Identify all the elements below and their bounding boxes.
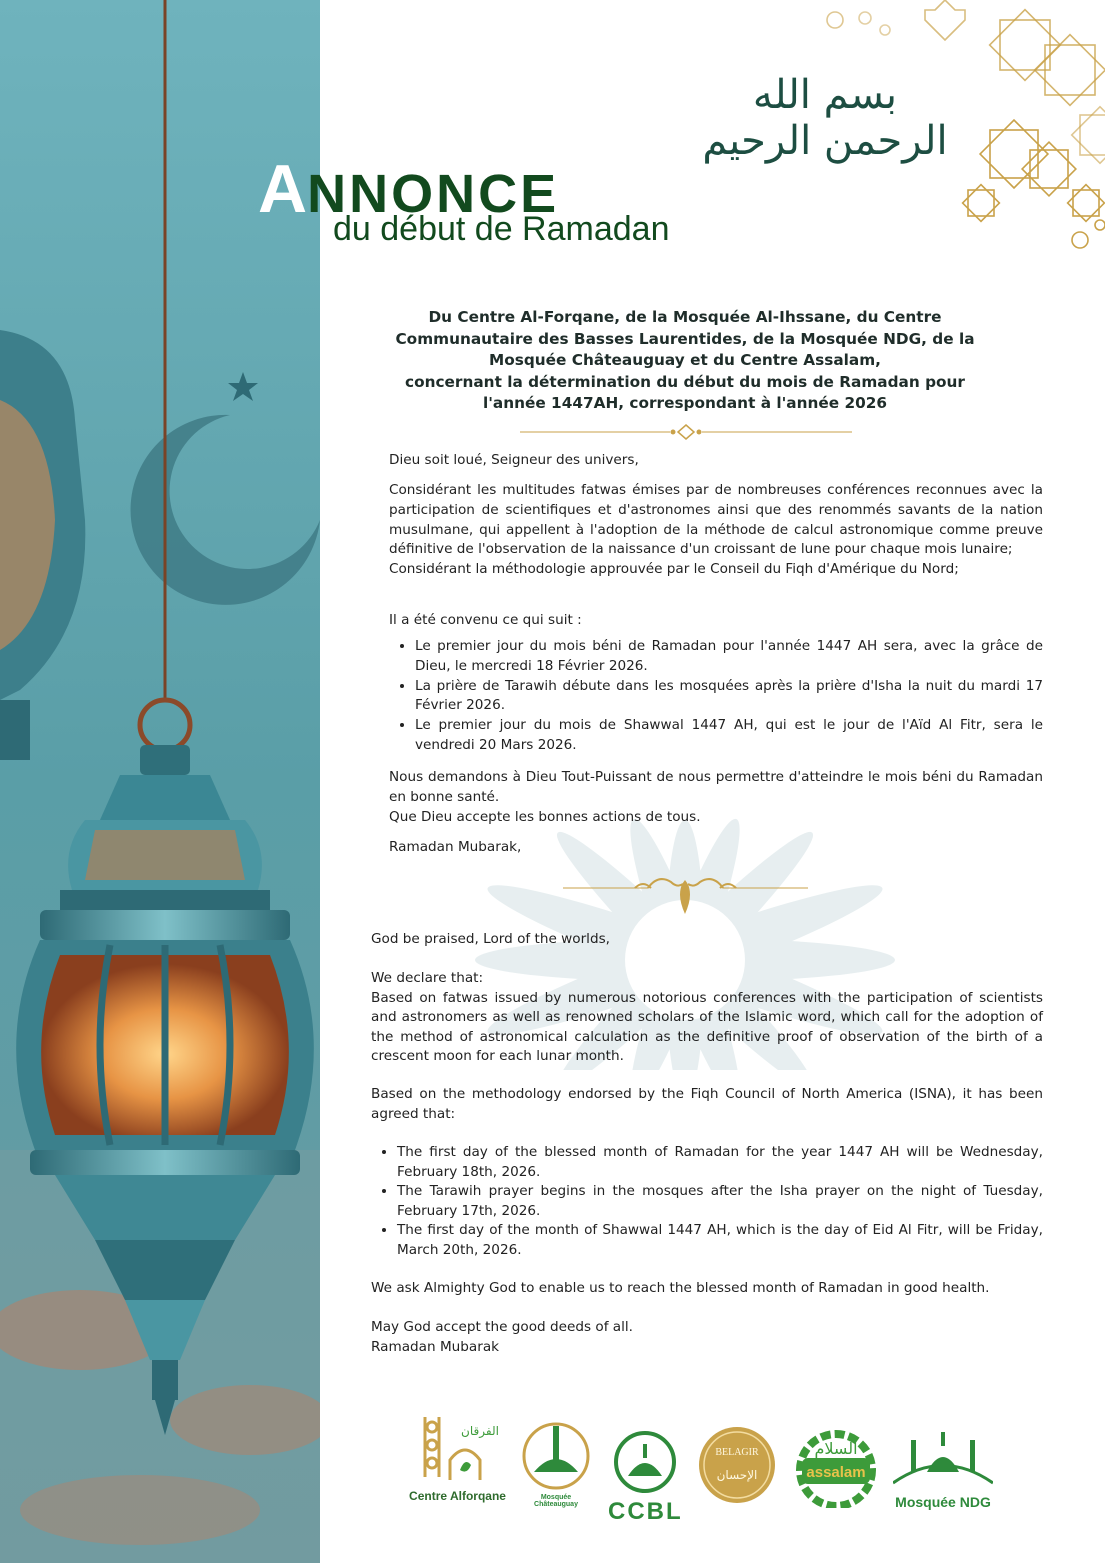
assalam-latin: assalam bbox=[806, 1464, 866, 1481]
alforqane-name: Centre Alforqane bbox=[409, 1489, 506, 1503]
gold-divider bbox=[520, 424, 852, 440]
en-bullet: • The Tarawih prayer begins in the mosques after the Isha prayer on the night of Tuesday, February 17th, 2026. bbox=[397, 1182, 1043, 1221]
fr-bullet-list bbox=[389, 637, 1043, 756]
ihssane-arabic: الإحسان bbox=[716, 1468, 758, 1482]
page-subtitle: du début de Ramadan bbox=[333, 210, 670, 248]
ndg-name: Mosquée NDG bbox=[895, 1494, 991, 1510]
en-ask: We ask Almighty God to enable us to reach the blessed month of Ramadan in good health. bbox=[371, 1280, 990, 1296]
en-declare: We declare that: Based on fatwas issued by numerous notorious conferences with the participation of scientists and astronomers as well as renowned scholars of the Islamic word, which call for the adoption of the method of astronomical calculation as the definitive proof of observation of the birth of a crescent moon for each lunar month. bbox=[371, 969, 1043, 1067]
intro-line: Mosquée Châteauguay et du Centre Assalam, bbox=[489, 351, 881, 369]
intro-line: Communautaire des Basses Laurentides, de la Mosquée NDG, de la bbox=[395, 329, 975, 348]
ihssane-latin: BELAGIR bbox=[715, 1447, 759, 1458]
en-bullet-list bbox=[371, 1143, 1043, 1261]
logo-mosquee-ndg bbox=[893, 1428, 993, 1540]
fr-bullet: • La prière de Tarawih débute dans les mosquées après la prière d'Isha la nuit du mardi 17 Février 2026. bbox=[415, 677, 1043, 717]
basmala-calligraphy: بسم الله الرحمن الرحيم bbox=[702, 72, 948, 164]
en-bullet: • The first day of the blessed month of Ramadan for the year 1447 AH will be Wednesday, February 18th, 2026. bbox=[397, 1143, 1043, 1182]
assalam-arabic: السلام bbox=[814, 1439, 858, 1458]
fr-considering-1: Considérant les multitudes fatwas émises par de nombreuses conférences reconnues avec la participation de scientifiques et d'astronomes ainsi que des renommés savants de la nation musulmane, qui appellent à l'adoption de la méthode de calcul astronomique comme preuve définitive de l'observation de la naissance d'un croissant de lune pour chaque mois lunaire; Considérant la méthodologie approuvée par le Conseil du Fiqh d'Amérique du Nord; bbox=[389, 481, 1043, 580]
en-based-2: Based on the methodology endorsed by the Fiqh Council of North America (ISNA), it has been agreed that: bbox=[371, 1086, 1043, 1122]
logo-mosquee-ihssane bbox=[696, 1417, 778, 1529]
alforqane-arabic: الفرقان bbox=[461, 1424, 499, 1438]
logo-centre-assalam bbox=[790, 1428, 882, 1528]
en-closing: May God accept the good deeds of all. Ramadan Mubarak bbox=[371, 1318, 1043, 1357]
fr-considering-2: Considérant la méthodologie approuvée par le Conseil du Fiqh d'Amérique du Nord; bbox=[389, 561, 959, 578]
intro-heading bbox=[380, 307, 990, 415]
logo-mosquee-chateauguay bbox=[520, 1418, 592, 1508]
fr-greeting: Dieu soit loué, Seigneur des univers, bbox=[389, 452, 639, 468]
fr-signoff: Ramadan Mubarak, bbox=[389, 839, 522, 855]
fr-closing: Nous demandons à Dieu Tout-Puissant de nous permettre d'atteindre le mois béni du Ramadan en bonne santé. Que Dieu accepte les bonnes actions de tous. bbox=[389, 768, 1043, 827]
en-greeting: God be praised, Lord of the worlds, bbox=[371, 931, 610, 947]
intro-line: l'année 1447AH, correspondant à l'année 2026 bbox=[482, 394, 888, 412]
chateauguay-name: Mosquée Châteauguay bbox=[534, 1494, 578, 1508]
ccbl-name: CCBL bbox=[608, 1498, 683, 1525]
en-bullet: • The first day of the month of Shawwal 1447 AH, which is the day of Eid Al Fitr, will be Friday, March 20th, 2026. bbox=[397, 1221, 1043, 1260]
en-based-1: Based on fatwas issued by numerous notorious conferences with the participation of scientists and astronomers as well as renowned scholars of the Islamic word, which call for the adoption of the method of astronomical calculation as the definitive proof of observation of the birth of a crescent moon for each lunar month. bbox=[371, 989, 1043, 1065]
title-rest: NNONCE bbox=[307, 164, 560, 224]
gold-flourish bbox=[563, 870, 808, 918]
fr-closing-2: Que Dieu accepte les bonnes actions de tous. bbox=[389, 808, 701, 825]
fr-bullet: • Le premier jour du mois béni de Ramadan pour l'année 1447 AH sera, avec la grâce de Dieu, le mercredi 18 Février 2026. bbox=[415, 637, 1043, 677]
logo-ccbl bbox=[608, 1430, 682, 1542]
intro-line: Du Centre Al-Forqane, de la Mosquée Al-Ihssane, du Centre bbox=[428, 308, 942, 326]
fr-bullet: • Le premier jour du mois de Shawwal 1447 AH, qui est le jour de l'Aïd Al Fitr, sera le vendredi 20 Mars 2026. bbox=[415, 716, 1043, 756]
intro-line: concernant la détermination du début du mois de Ramadan pour bbox=[405, 372, 965, 391]
en-signoff: Ramadan Mubarak bbox=[371, 1338, 500, 1355]
logo-centre-alforqane bbox=[405, 1405, 510, 1515]
lantern-artwork bbox=[0, 0, 320, 1563]
title-initial: A bbox=[258, 151, 308, 227]
fr-agreed: Il a été convenu ce qui suit : bbox=[389, 612, 582, 628]
